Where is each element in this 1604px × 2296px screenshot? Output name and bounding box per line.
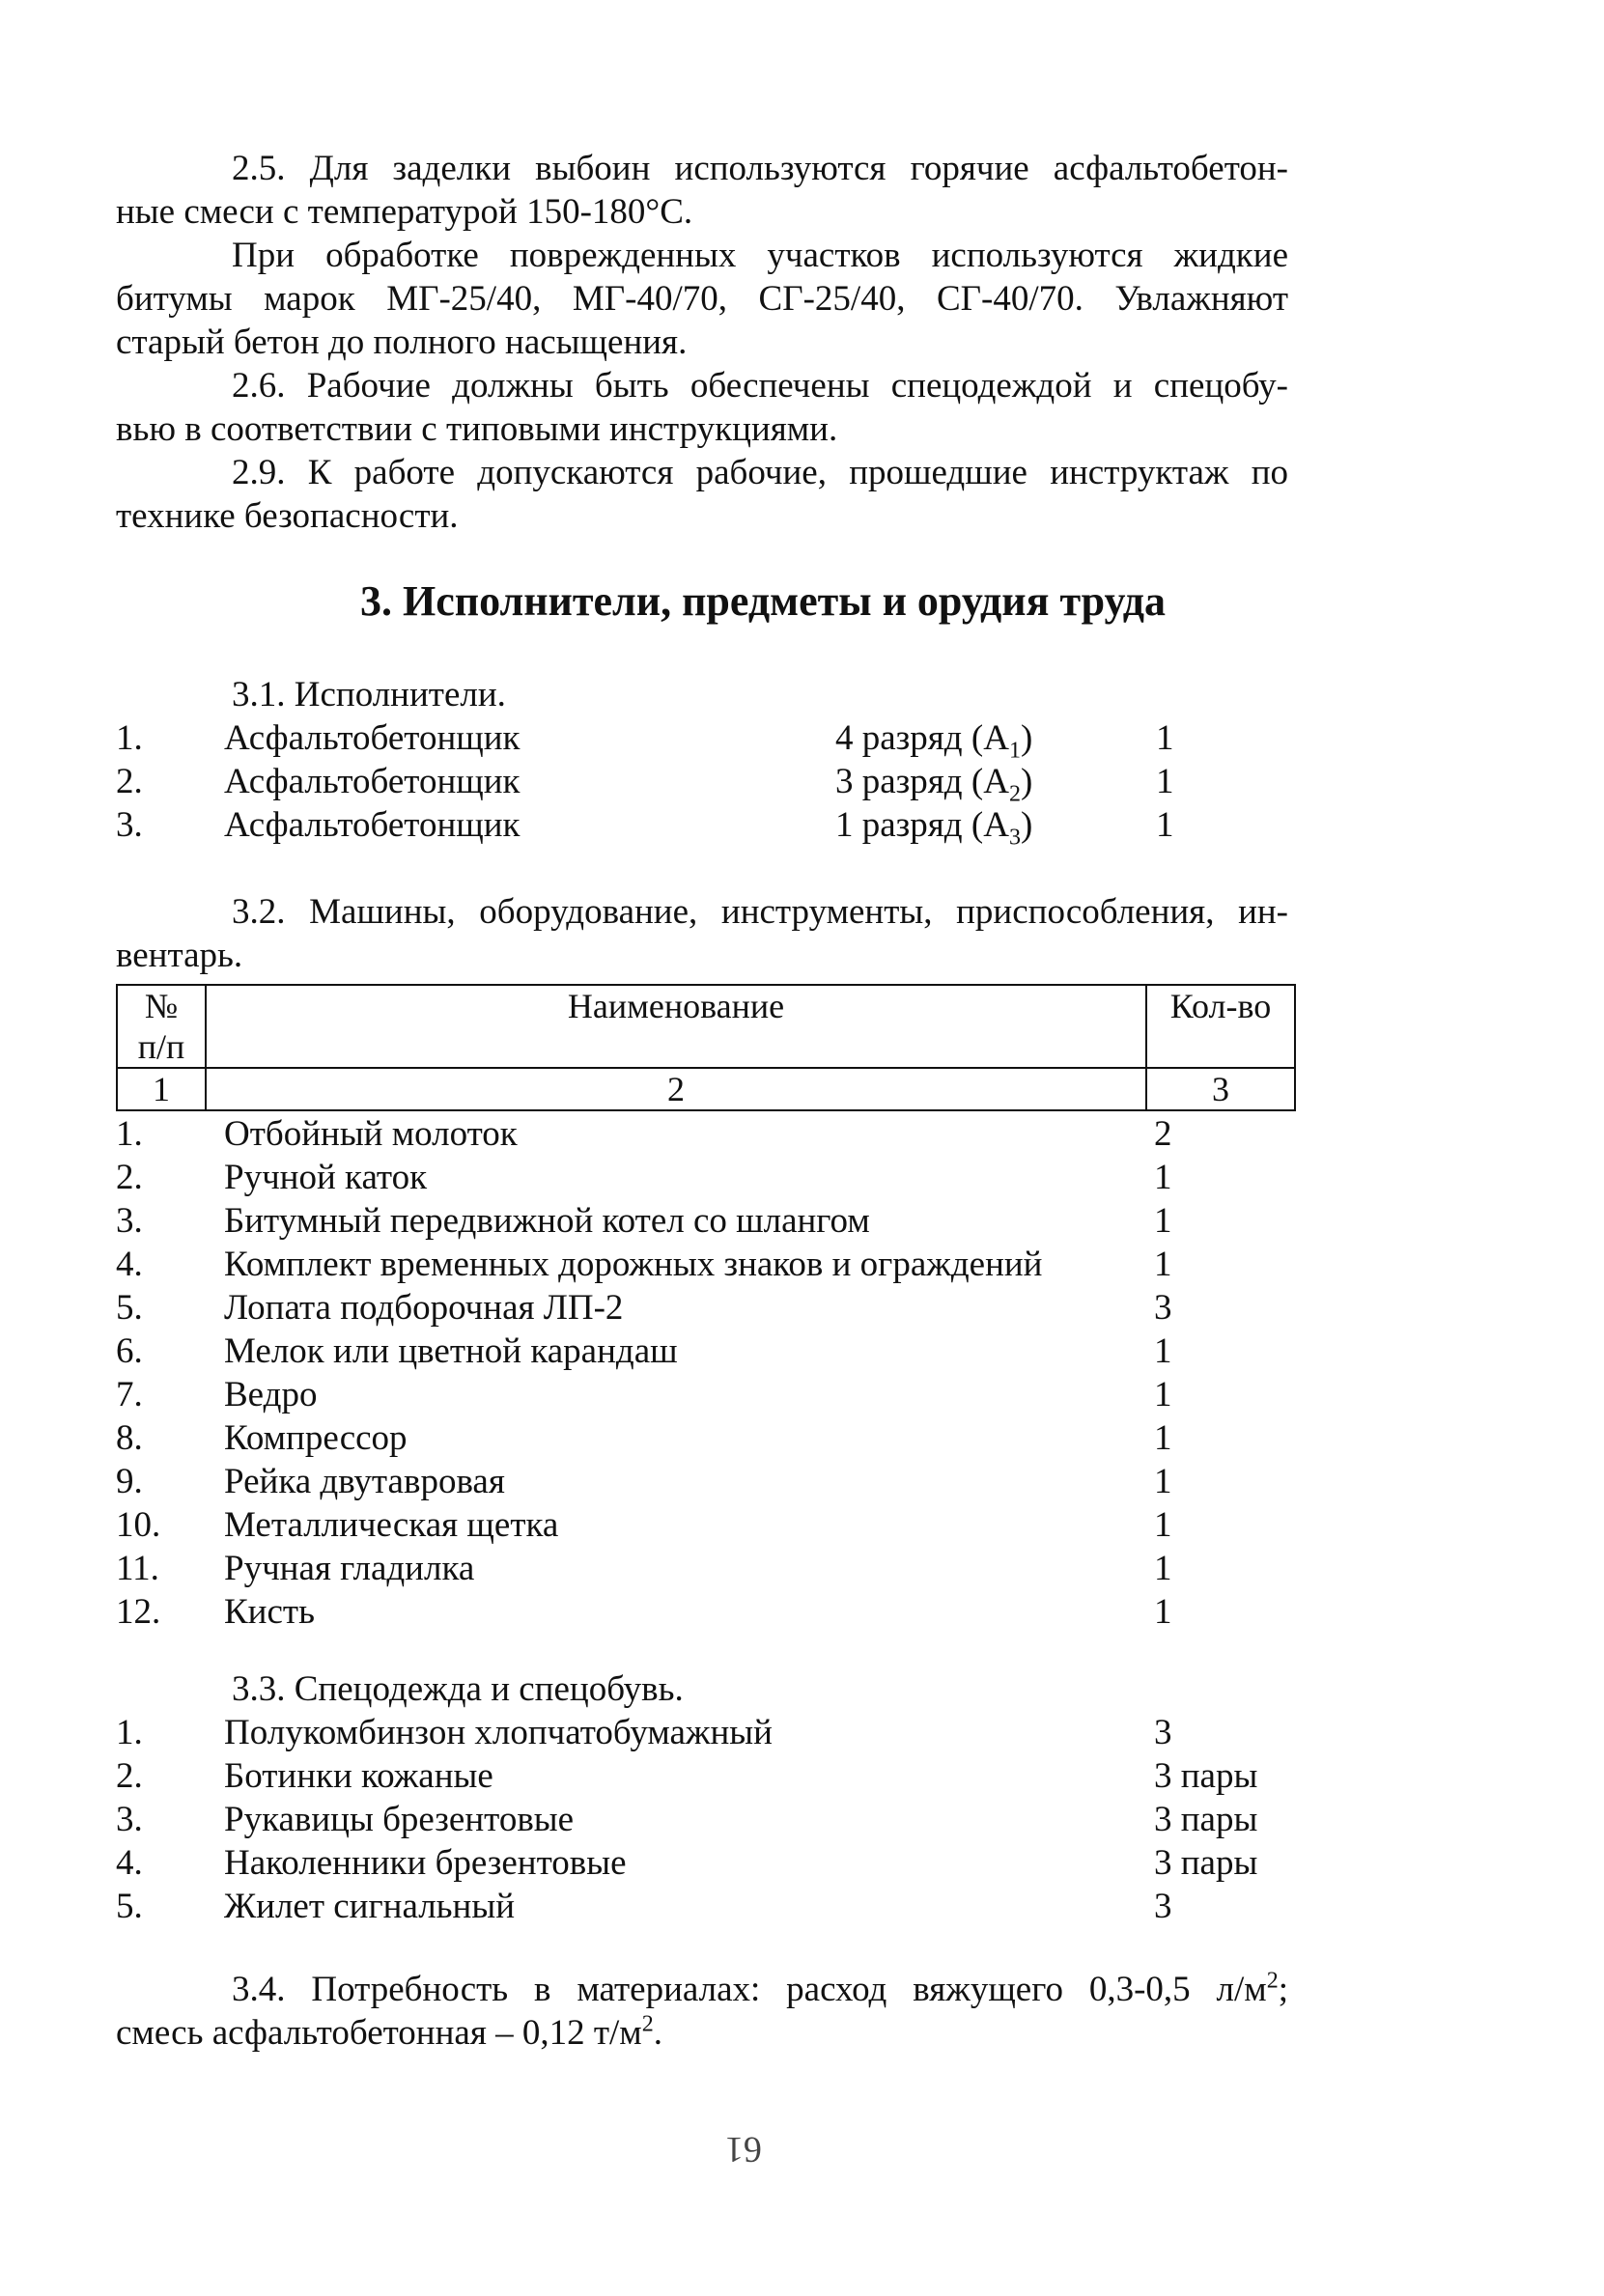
row-number: 2. xyxy=(116,1158,143,1197)
list-item xyxy=(116,1373,1304,1416)
worker-name: Асфальтобетонщик xyxy=(224,805,521,845)
header-col-index: 2 xyxy=(206,1068,1146,1110)
page-number: 61 xyxy=(725,2129,762,2170)
item-name: Рейка двутавровая xyxy=(224,1462,505,1501)
item-qty: 3 xyxy=(1154,1288,1172,1328)
item-name: Комплект временных дорожных знаков и ограждений xyxy=(224,1245,1043,1284)
row-number: 1. xyxy=(116,718,143,758)
subsection-3-3-title: 3.3. Спецодежда и спецобувь. xyxy=(232,1669,684,1709)
item-qty: 1 xyxy=(1154,1549,1172,1588)
text-line: При обработке поврежденных участков используются жидкие xyxy=(232,236,1288,275)
item-qty: 1 xyxy=(1154,1331,1172,1371)
list-item xyxy=(116,1885,1304,1928)
item-name: Жилет сигнальный xyxy=(224,1887,516,1926)
item-name: Наколенники брезентовые xyxy=(224,1843,627,1883)
row-number: 8. xyxy=(116,1418,143,1458)
item-name: Полукомбинзон хлопчатобумажный xyxy=(224,1713,773,1752)
list-item xyxy=(116,1199,1304,1243)
worker-row xyxy=(116,716,1197,764)
text-line: 2.5. Для заделки выбоин используются горячие асфальтобетон- xyxy=(232,149,1288,188)
header-name: Наименование xyxy=(206,985,1146,1068)
item-name: Мелок или цветной карандаш xyxy=(224,1331,678,1371)
item-name: Битумный передвижной котел со шлангом xyxy=(224,1201,870,1241)
header-col-index: 1 xyxy=(117,1068,206,1110)
text-line: битумы марок МГ-25/40, МГ-40/70, СГ-25/40, СГ-40/70. Увлажняют xyxy=(116,279,1288,319)
list-item xyxy=(116,1711,1304,1754)
item-name: Ручной каток xyxy=(224,1158,428,1197)
row-number: 3. xyxy=(116,1201,143,1241)
worker-qty: 1 xyxy=(1156,718,1174,758)
list-item xyxy=(116,1798,1304,1841)
worker-grade: 4 разряд $(А_1)$ xyxy=(835,718,1033,764)
worker-row xyxy=(116,760,1197,807)
row-number: 6. xyxy=(116,1331,143,1371)
text-line: 2.6. Рабочие должны быть обеспечены спецодеждой и спецобу- xyxy=(232,366,1288,406)
list-item xyxy=(116,1503,1304,1547)
text-line: ные смеси с температурой 150-180°С. xyxy=(116,192,693,232)
item-name: Лопата подборочная ЛП-2 xyxy=(224,1288,624,1328)
item-qty: 1 xyxy=(1154,1462,1172,1501)
item-qty: 1 xyxy=(1154,1418,1172,1458)
row-number: 4. xyxy=(116,1245,143,1284)
text-line: старый бетон до полного насыщения. xyxy=(116,322,688,362)
item-name: Ботинки кожаные xyxy=(224,1756,493,1796)
list-item xyxy=(116,1841,1304,1885)
subsection-3-4 xyxy=(116,1968,1288,2055)
worker-qty: 1 xyxy=(1156,805,1174,845)
item-qty: 1 xyxy=(1154,1592,1172,1632)
subsection-3-1-title: 3.1. Исполнители. xyxy=(232,675,506,714)
row-number: 10. xyxy=(116,1505,161,1545)
section-heading: 3. Исполнители, предметы и орудия труда xyxy=(359,577,1166,625)
list-item xyxy=(116,1547,1304,1590)
worker-qty: 1 xyxy=(1156,762,1174,801)
list-item xyxy=(116,1156,1304,1199)
item-name: Металлическая щетка xyxy=(224,1505,559,1545)
list-item xyxy=(116,1243,1304,1286)
item-qty: 1 xyxy=(1154,1245,1172,1284)
row-number: 3. xyxy=(116,805,143,845)
row-number: 5. xyxy=(116,1288,143,1328)
header-number: № п/п xyxy=(117,985,206,1068)
paragraph-2-5 xyxy=(116,147,1288,234)
item-qty: 3 пары xyxy=(1154,1800,1258,1839)
paragraph-bitumen xyxy=(116,234,1288,364)
item-name: Ручная гладилка xyxy=(224,1549,475,1588)
list-item xyxy=(116,1112,1304,1156)
item-name: Рукавицы брезентовые xyxy=(224,1800,575,1839)
row-number: 1. xyxy=(116,1713,143,1752)
item-qty: 1 xyxy=(1154,1505,1172,1545)
paragraph-2-6 xyxy=(116,364,1288,451)
item-name: Отбойный молоток xyxy=(224,1114,518,1154)
list-item xyxy=(116,1286,1304,1330)
list-item xyxy=(116,1754,1304,1798)
item-name: Кисть xyxy=(224,1592,315,1632)
text-line: вью в соответствии с типовыми инструкциями. xyxy=(116,409,838,449)
item-name: Ведро xyxy=(224,1375,318,1414)
paragraph-2-9 xyxy=(116,451,1288,538)
row-number: 2. xyxy=(116,762,143,801)
item-qty: 3 xyxy=(1154,1713,1172,1752)
text-line: технике безопасности. xyxy=(116,496,459,536)
list-item xyxy=(116,1460,1304,1503)
row-number: 11. xyxy=(116,1549,159,1588)
equipment-table-header xyxy=(116,984,1296,1111)
item-qty: 1 xyxy=(1154,1375,1172,1414)
row-number: 5. xyxy=(116,1887,143,1926)
list-item xyxy=(116,1330,1304,1373)
item-qty: 1 xyxy=(1154,1158,1172,1197)
row-number: 2. xyxy=(116,1756,143,1796)
list-item xyxy=(116,1416,1304,1460)
worker-name: Асфальтобетонщик xyxy=(224,762,521,801)
row-number: 9. xyxy=(116,1462,143,1501)
worker-grade: 3 разряд $(А_2)$ xyxy=(835,762,1033,807)
item-qty: 1 xyxy=(1154,1201,1172,1241)
worker-row xyxy=(116,803,1197,851)
item-qty: 3 пары xyxy=(1154,1756,1258,1796)
worker-grade: 1 разряд $(А_3)$ xyxy=(835,805,1033,851)
header-qty: Кол-во xyxy=(1146,985,1295,1068)
text-line: вентарь. xyxy=(116,936,243,975)
text-line: 3.2. Машины, оборудование, инструменты, приспособления, ин- xyxy=(232,892,1288,932)
row-number: 7. xyxy=(116,1375,143,1414)
row-number: 12. xyxy=(116,1592,161,1632)
text-line: 2.9. К работе допускаются рабочие, прошедшие инструктаж по xyxy=(232,453,1288,492)
list-item xyxy=(116,1590,1304,1634)
header-col-index: 3 xyxy=(1146,1068,1295,1110)
row-number: 3. xyxy=(116,1800,143,1839)
item-qty: 2 xyxy=(1154,1114,1172,1154)
row-number: 1. xyxy=(116,1114,143,1154)
subsection-3-2-title xyxy=(116,890,1288,977)
item-name: Компрессор xyxy=(224,1418,408,1458)
text-line: 3.4. Потребность в материалах: расход вяжущего 0,3-0,5 $л/м^2$; xyxy=(232,1968,1288,2009)
item-qty: 3 пары xyxy=(1154,1843,1258,1883)
row-number: 4. xyxy=(116,1843,143,1883)
worker-name: Асфальтобетонщик xyxy=(224,718,521,758)
text-line: смесь асфальтобетонная – 0,12 $т/м^2$. xyxy=(116,2011,662,2053)
item-qty: 3 xyxy=(1154,1887,1172,1926)
